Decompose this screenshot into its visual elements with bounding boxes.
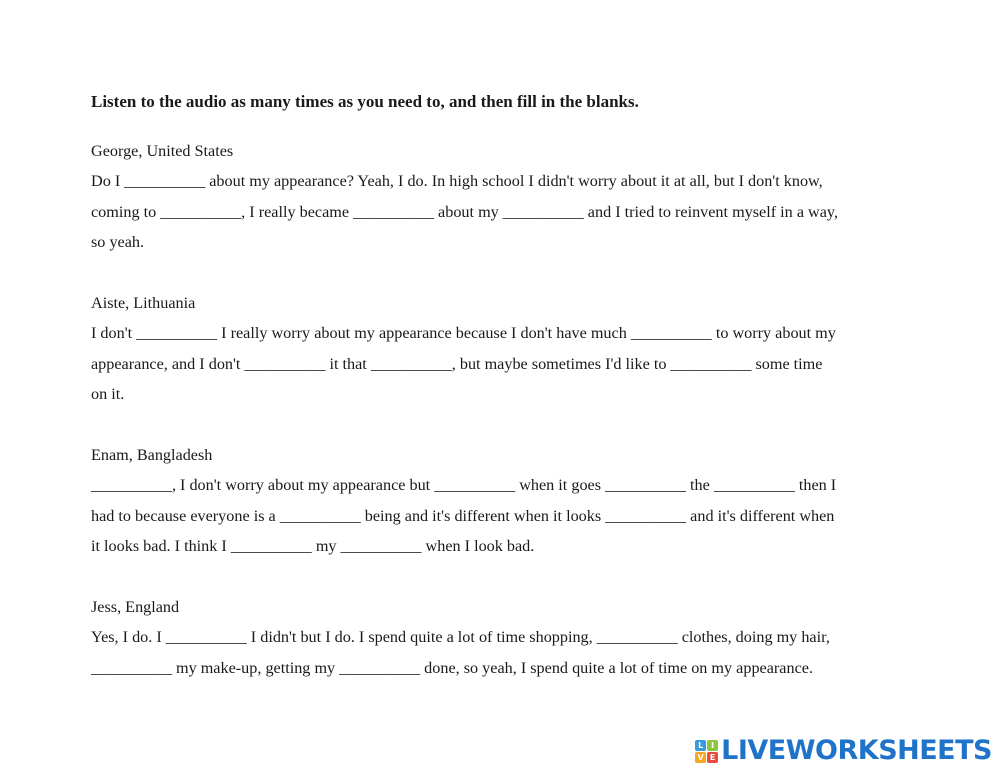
speaker-block-enam (91, 440, 921, 562)
passage-line: Yes, I do. I __________ I didn't but I do. I spend quite a lot of time shopping, __________ clothes, doing my hair, (91, 628, 830, 647)
instructions: Listen to the audio as many times as you need to, and then fill in the blanks. (91, 92, 639, 111)
speaker-name: Enam, Bangladesh (91, 446, 213, 464)
passage-line: had to because everyone is a __________ being and it's different when it looks __________ and it's different when (91, 506, 835, 525)
passage-line: __________ my make-up, getting my __________ done, so yeah, I spend quite a lot of time on my appearance. (91, 658, 813, 677)
passage-line: on it. (91, 385, 125, 404)
logo-blocks-icon (695, 740, 718, 763)
passage-line: I don't __________ I really worry about my appearance because I don't have much __________ to worry about my (91, 324, 836, 343)
speaker-block-george (91, 136, 921, 258)
speaker-block-aiste (91, 288, 921, 410)
logo-block-v: V (695, 752, 706, 763)
passage-line: coming to __________, I really became __________ about my __________ and I tried to reinvent myself in a way, (91, 202, 839, 221)
speaker-name: Aiste, Lithuania (91, 294, 196, 312)
logo-block-i: I (707, 740, 718, 751)
logo-text: LIVEWORKSHEETS (721, 735, 992, 766)
liveworksheets-logo (695, 734, 992, 768)
speaker-block-jess (91, 592, 921, 683)
speaker-name: Jess, England (91, 598, 180, 616)
passage-line: it looks bad. I think I __________ my __________ when I look bad. (91, 537, 535, 556)
passage-line: __________, I don't worry about my appearance but __________ when it goes __________ the __________ then I (91, 476, 837, 495)
passage-line: Do I __________ about my appearance? Yeah, I do. In high school I didn't worry about it at all, but I don't know, (91, 172, 823, 191)
passage-line: so yeah. (91, 233, 145, 252)
logo-block-e: E (707, 752, 718, 763)
logo-block-l: L (695, 740, 706, 751)
passage-line: appearance, and I don't __________ it that __________, but maybe sometimes I'd like to __________ some time (91, 354, 823, 373)
speaker-name: George, United States (91, 142, 234, 160)
